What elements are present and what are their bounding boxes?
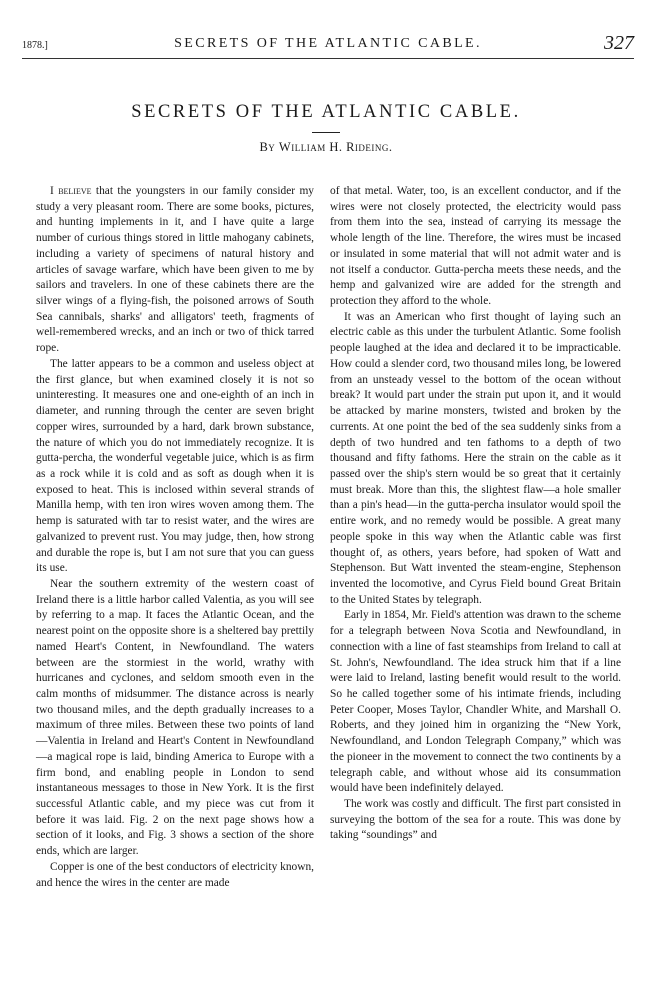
byline-author: William H. Rideing.: [278, 140, 393, 154]
paragraph: [36, 860, 314, 891]
article-title: SECRETS OF THE ATLANTIC CABLE.: [131, 102, 521, 122]
paragraph-text: Copper is one of the best conductors of electricity known, and hence the wires in the center are made: [36, 860, 314, 889]
paragraph: [36, 184, 314, 357]
paragraph-text: The latter appears to be a common and useless object at the first glance, but when examined closely it is not so uninteresting. It measures one and one-eighth of an inch in diameter, and running through the center are seven bright copper wires, surrounded by a hard, dark brown substance, the nature of which you do not immediately recognize. It is gutta-percha, the wonderful vegetable juice, which is as firm as a rock while it is cold and as soft as dough when it is exposed to heat. This is inclosed within several strands of Manilla hemp, with ten iron wires woven among them. The hemp is saturated with tar to resist water, and the wires are galvanized to prevent rust. You may judge, then, how strong and durable the rope is, but I am not sure that you can guess its use.: [36, 357, 314, 575]
paragraph-lead: I believe: [50, 185, 92, 197]
paragraph-text: that the youngsters in our family consider my study a very pleasant room. There are some books, pictures, and hunting implements in it, and I have quite a large number of curious things stored in little mahogany cabinets, including a variety of specimens of natural history and articles of savage warfare, which have been given to me by sailors and travelers. In one of these cabinets there are the silver wings of a flying-fish, the poisoned arrows of South Sea cannibals, sharks' and alligators' teeth, fragments of well-remembered wrecks, and an inch or two of thick tarred rope.: [36, 185, 315, 355]
paragraph-text: It was an American who first thought of laying such an electric cable as this under the turbulent Atlantic. Some foolish people laughed at the idea and declared it to be impracticable. How could a slender cord, two thousand miles long, be lowered from an unsteady vessel to the bottom of the ocean without break? It would part under the strain put upon it, and it would be attacked by marine monsters, twisted and broken by the currents. At one point the bed of the sea suddenly sinks from a depth of two hundred and ten fathoms to a depth of two thousand and fifty fathoms. Here the strain on the cable as it passed over the ship's stern would be so great that it certainly must break. More than this, the slightest flaw—a hole smaller than a pin's head—in the gutta-percha insulator would spoil the entire work, and no remedy would be possible. A great many people spoke in this way when the Atlantic cable was first thought of, as others, years before, had spoken of Watt and Stephenson. But Watt invented the steam-engine, Stephenson invented the locomotive, and Cyrus Field bound Great Britain to the United States by telegraph.: [330, 310, 621, 606]
running-head-year: 1878.]: [22, 40, 48, 51]
running-head: [22, 34, 634, 59]
paragraph-text: The work was costly and difficult. The first part consisted in surveying the bottom of the sea for a route. This was done by taking “soundings” and: [330, 798, 621, 842]
paragraph-text: Near the southern extremity of the western coast of Ireland there is a little harbor called Valentia, as you will see by referring to a map. It faces the Atlantic Ocean, and the nearest point on the opposite shore is a sheltered bay prettily named Heart's Content, in Newfoundland. The waters between are the stormiest in the world, wrathy with hurricanes and cyclones, and seldom smooth even in the calm months of midsummer. The distance across is nearly two thousand miles, and the depth gradually increases to a maximum of three miles. Between these two points of land—Valentia in Ireland and Heart's Content in Newfoundland—a magical rope is laid, binding America to Europe with a firm bond, and enabling people in London to send instantaneous messages to those in New York. It is the first successful Atlantic cable, and my piece was cut from it before it was laid. Fig. 2 on the next page shows how a section of it looks, and Fig. 3 shows a section of the shore ends, which are larger.: [36, 577, 314, 858]
running-head-title: SECRETS OF THE ATLANTIC CABLE.: [174, 36, 482, 51]
paragraph-text: Early in 1854, Mr. Field's attention was drawn to the scheme for a telegraph between Nova Scotia and Newfoundland, in connection with a line of fast steamships from Ireland to call at St. John's, Newfoundland. The idea struck him that if a line were laid to Ireland, lasting benefit would result to the world. So he called together some of his intimate friends, including Peter Cooper, Moses Taylor, Chandler White, and Marshall O. Roberts, and they joined him in organizing the “New York, Newfoundland, and London Telegraph Company,” which was the pioneer in the movement to connect the two continents by a telegraph cable, and without whose aid its consummation would have been indefinitely delayed.: [330, 609, 621, 795]
paragraph: [330, 310, 621, 609]
byline-by: By: [259, 140, 276, 154]
paragraph: [36, 357, 314, 577]
byline: [0, 140, 652, 155]
title-rule: [312, 132, 340, 133]
paragraph-text: of that metal. Water, too, is an excellent conductor, and if the wires were not closely protected, the electricity would pass from them into the sea, instead of carrying its message the whole length of the line. Therefore, the wires must be incased or insulated in some material that will not admit water and is not itself a conductor. Gutta-percha meets these needs, and the hemp and galvanized wire are added for the strength and protection they afford to the whole.: [330, 185, 621, 308]
page-number: 327: [604, 32, 634, 54]
paragraph-continued: [330, 184, 621, 310]
paragraph: [330, 608, 621, 797]
left-column: [36, 184, 314, 891]
right-column: [330, 184, 621, 844]
paragraph: [36, 577, 314, 860]
paragraph: [330, 797, 621, 844]
